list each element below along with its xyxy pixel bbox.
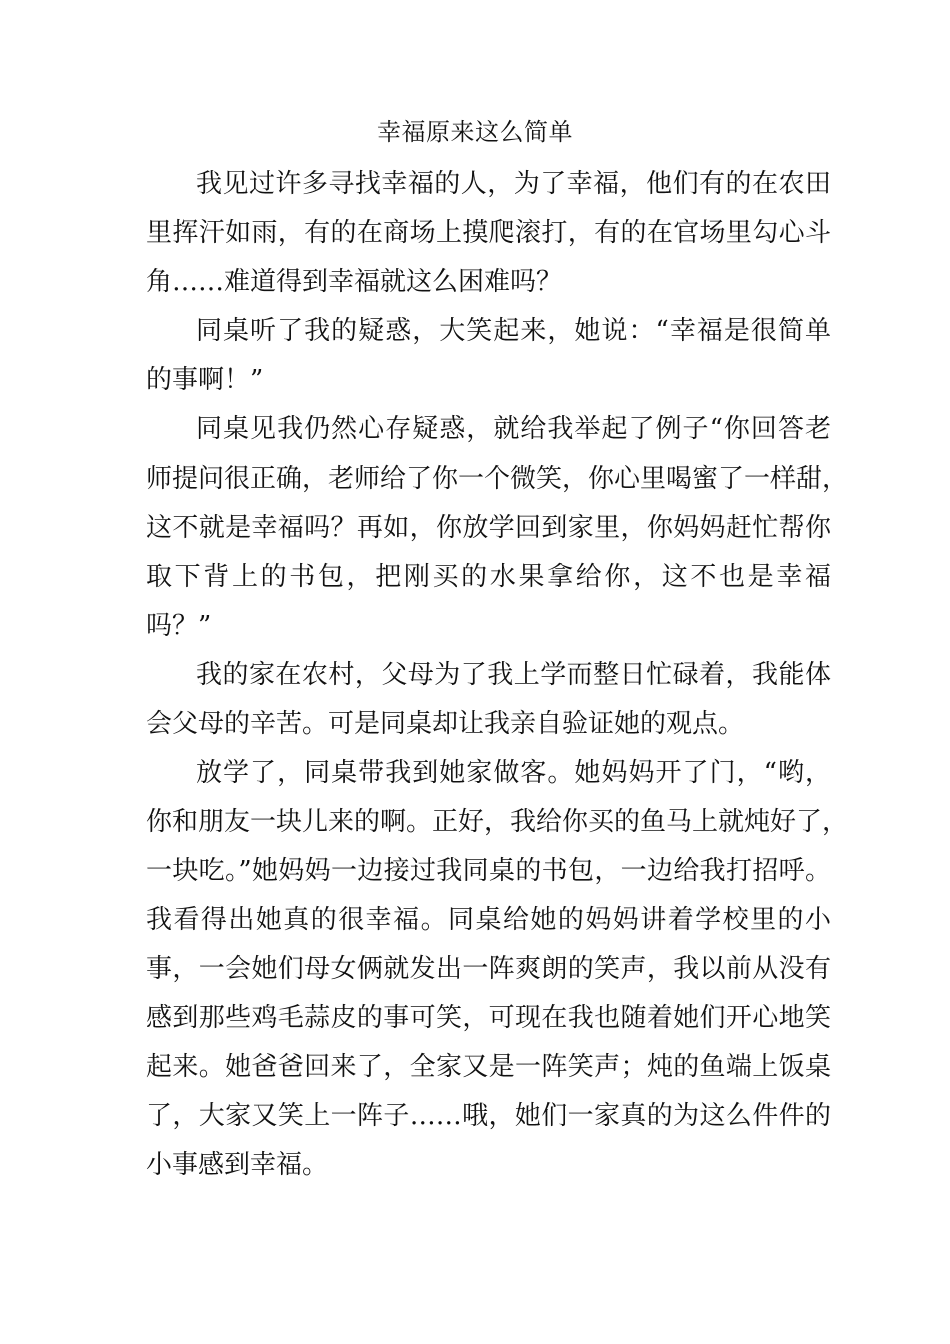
text-line: 的事啊！” bbox=[146, 365, 264, 395]
text-line: 这不就是幸福吗？再如，你放学回到家里，你妈妈赶忙帮你 bbox=[146, 513, 831, 543]
text-line: 取下背上的书包，把刚买的水果拿给你，这不也是幸福 bbox=[146, 562, 831, 592]
text-line: 事，一会她们母女俩就发出一阵爽朗的笑声，我以前从没有 bbox=[146, 954, 831, 984]
text-line: 角……难道得到幸福就这么困难吗？ bbox=[146, 267, 563, 297]
text-line: 里挥汗如雨，有的在商场上摸爬滚打，有的在官场里勾心斗 bbox=[146, 218, 831, 248]
text-line: 我的家在农村，父母为了我上学而整日忙碌着，我能体 bbox=[196, 660, 831, 690]
text-line: 师提问很正确，老师给了你一个微笑，你心里喝蜜了一样甜， bbox=[146, 464, 849, 494]
text-line: 你和朋友一块儿来的啊。正好，我给你买的鱼马上就炖好了， bbox=[146, 807, 849, 837]
text-line: 放学了，同桌带我到她家做客。她妈妈开了门，“哟， bbox=[196, 758, 831, 788]
text-line: 了，大家又笑上一阵子……哦，她们一家真的为这么件件的 bbox=[146, 1101, 831, 1131]
text-line: 一块吃。”她妈妈一边接过我同桌的书包，一边给我打招呼。 bbox=[146, 856, 831, 886]
document-title: 幸福原来这么简单 bbox=[377, 118, 573, 146]
text-line: 会父母的辛苦。可是同桌却让我亲自验证她的观点。 bbox=[146, 709, 745, 739]
text-line: 吗？” bbox=[146, 611, 212, 641]
text-line: 同桌听了我的疑惑，大笑起来，她说：“幸福是很简单 bbox=[196, 316, 831, 346]
text-line: 起来。她爸爸回来了，全家又是一阵笑声；炖的鱼端上饭桌 bbox=[146, 1052, 831, 1082]
text-line: 我见过许多寻找幸福的人，为了幸福，他们有的在农田 bbox=[196, 169, 831, 199]
text-line: 同桌见我仍然心存疑惑，就给我举起了例子“你回答老 bbox=[196, 414, 831, 444]
text-line: 我看得出她真的很幸福。同桌给她的妈妈讲着学校里的小 bbox=[146, 905, 831, 935]
text-line: 感到那些鸡毛蒜皮的事可笑，可现在我也随着她们开心地笑 bbox=[146, 1003, 831, 1033]
text-line: 小事感到幸福。 bbox=[146, 1150, 329, 1180]
